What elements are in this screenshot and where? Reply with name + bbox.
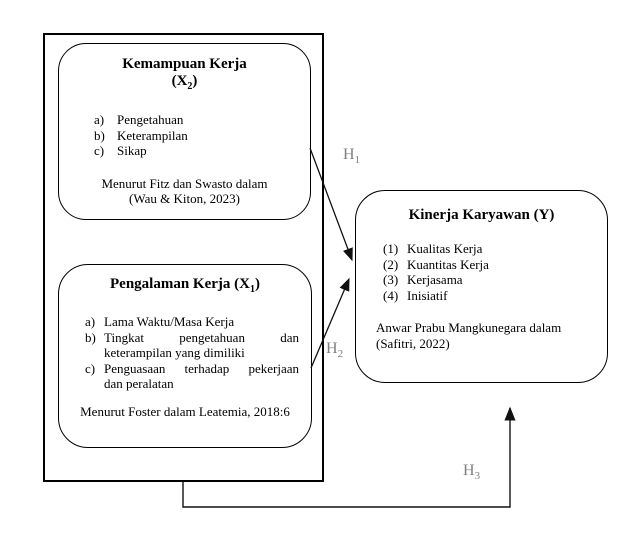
h3-label: $H_3$	[463, 462, 481, 483]
experience-indicator-list	[59, 314, 311, 392]
ability-title-line1: Kemampuan Kerja	[122, 56, 247, 72]
h2-label: $H_2$	[326, 340, 344, 361]
list-item: (2) Kuantitas Kerja	[383, 256, 489, 272]
ability-source-citation: Menurut Fitz dan Swasto dalam (Wau & Kiton, 2023)	[101, 175, 268, 206]
experience-box-title: Pengalaman Kerja $(X_1)$	[110, 276, 260, 295]
ability-box-title	[59, 44, 310, 90]
list-item: a) Pengetahuan	[94, 112, 184, 127]
list-item: c) Sikap	[94, 143, 147, 158]
experience-box	[58, 264, 312, 448]
list-item: (1) Kualitas Kerja	[383, 241, 483, 256]
ability-indicator-list	[59, 112, 310, 159]
performance-source-citation: Anwar Prabu Mangkunegara dalam (Safitri, 2022)	[376, 320, 562, 351]
performance-indicator-list	[356, 241, 607, 303]
ability-box	[58, 43, 311, 220]
list-item: b) Keterampilan	[94, 127, 188, 143]
ability-title-symbol: $(X_2)$	[171, 73, 198, 92]
list-item: (4) Inisiatif	[383, 287, 448, 303]
list-item: (3) Kerjasama	[383, 272, 463, 287]
experience-source-citation: Menurut Foster dalam Leatemia, 2018:6	[80, 403, 290, 419]
list-item: a) Lama Waktu/Masa Kerja	[85, 314, 235, 329]
performance-box-title: Kinerja Karyawan (Y)	[408, 207, 555, 223]
h1-label: $H_1$	[343, 146, 361, 167]
list-item: c) Penguasaan terhadap pekerjaan dan peralatan	[85, 360, 299, 391]
performance-box	[355, 190, 608, 383]
list-item: b) Tingkat pengetahuan dan keterampilan yang dimiliki	[85, 329, 299, 360]
